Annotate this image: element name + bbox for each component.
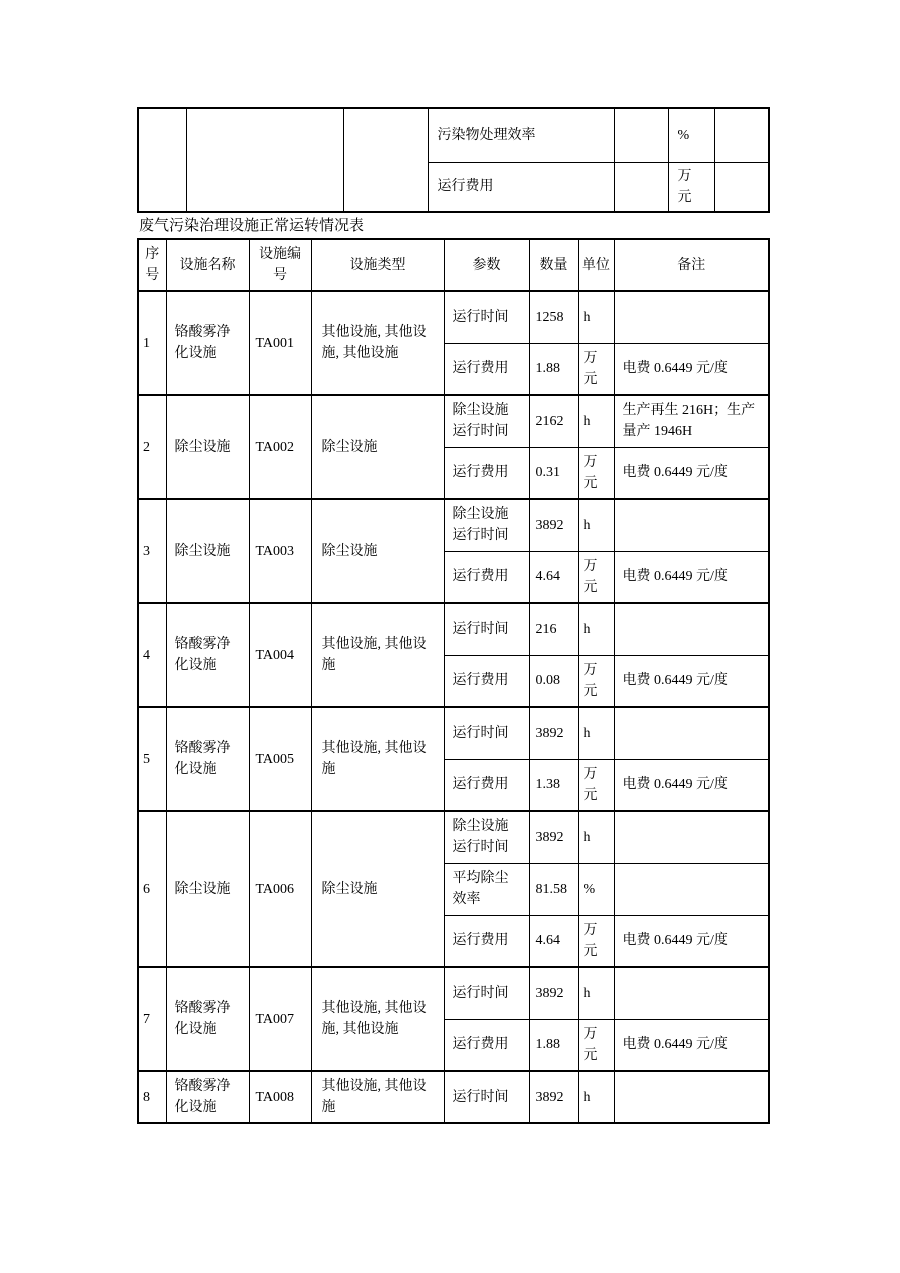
table-row [138,811,769,863]
cell-no: 8 [138,1071,166,1123]
cell-qty: 1.88 [529,343,578,395]
cell-continued-empty [343,108,428,212]
cell-unit: 万元 [578,759,614,811]
cell-qty: 216 [529,603,578,655]
cell-unit: h [578,707,614,759]
cell-note: 电费 0.6449 元/度 [614,915,769,967]
header-cell: 单位 [578,239,614,291]
cell-name: 除尘设施 [166,395,249,499]
cell-type: 其他设施, 其他设施, 其他设施 [311,967,444,1071]
cell-unit: h [578,603,614,655]
table-row [138,395,769,447]
cell-name: 铬酸雾净化设施 [166,1071,249,1123]
cell-qty [614,162,668,212]
cell-note [614,863,769,915]
table-row [138,707,769,759]
cell-type: 除尘设施 [311,499,444,603]
cell-unit: h [578,499,614,551]
table-row [138,499,769,551]
cell-qty: 3892 [529,707,578,759]
cell-unit: 万元 [578,655,614,707]
header-row [138,239,769,291]
cell-unit: % [578,863,614,915]
cell-note [614,967,769,1019]
cell-param: 运行费用 [444,1019,529,1071]
cell-no: 5 [138,707,166,811]
cell-code: TA003 [249,499,311,603]
cell-note [614,291,769,343]
header-cell: 设施编号 [249,239,311,291]
table-row [138,1071,769,1123]
main-table-container [137,238,770,1124]
cell-unit: 万元 [578,343,614,395]
cell-unit: h [578,811,614,863]
cell-unit: 万元 [578,447,614,499]
header-cell: 设施名称 [166,239,249,291]
cell-param: 运行费用 [444,447,529,499]
table-row [138,967,769,1019]
cell-code: TA008 [249,1071,311,1123]
table-row [138,108,769,162]
cell-qty: 4.64 [529,551,578,603]
header-cell: 备注 [614,239,769,291]
header-cell: 数量 [529,239,578,291]
cell-param: 除尘设施运行时间 [444,499,529,551]
cell-unit: h [578,291,614,343]
cell-code: TA002 [249,395,311,499]
cell-qty: 0.08 [529,655,578,707]
cell-type: 其他设施, 其他设施, 其他设施 [311,291,444,395]
cell-qty [614,108,668,162]
cell-unit: 万元 [578,551,614,603]
cell-name: 铬酸雾净化设施 [166,291,249,395]
cell-code: TA004 [249,603,311,707]
cell-param: 运行费用 [444,915,529,967]
cell-note: 电费 0.6449 元/度 [614,1019,769,1071]
cell-param: 运行时间 [444,967,529,1019]
cell-no: 6 [138,811,166,967]
cell-no: 1 [138,291,166,395]
cell-no: 7 [138,967,166,1071]
cell-type: 除尘设施 [311,395,444,499]
cell-type: 其他设施, 其他设施 [311,1071,444,1123]
cell-param: 污染物处理效率 [428,108,614,162]
cell-qty: 1258 [529,291,578,343]
cell-continued-empty [138,108,186,212]
cell-name: 铬酸雾净化设施 [166,603,249,707]
cell-continued-empty [186,108,343,212]
cell-code: TA007 [249,967,311,1071]
cell-note: 电费 0.6449 元/度 [614,447,769,499]
cell-type: 其他设施, 其他设施 [311,603,444,707]
cell-name: 除尘设施 [166,499,249,603]
previous-table-continuation [137,107,770,213]
cell-no: 3 [138,499,166,603]
cell-unit: 万元 [668,162,714,212]
cell-note [714,108,769,162]
cell-unit: % [668,108,714,162]
cell-name: 除尘设施 [166,811,249,967]
top-fragment-table [137,107,770,213]
cell-unit: h [578,395,614,447]
cell-qty: 3892 [529,967,578,1019]
header-cell: 设施类型 [311,239,444,291]
cell-param: 平均除尘效率 [444,863,529,915]
cell-name: 铬酸雾净化设施 [166,707,249,811]
cell-param: 运行时间 [444,603,529,655]
cell-param: 运行费用 [444,759,529,811]
cell-param: 运行时间 [444,707,529,759]
cell-param: 运行费用 [444,655,529,707]
cell-param: 运行费用 [444,343,529,395]
cell-qty: 4.64 [529,915,578,967]
cell-qty: 3892 [529,499,578,551]
header-cell: 参数 [444,239,529,291]
cell-qty: 81.58 [529,863,578,915]
cell-qty: 1.38 [529,759,578,811]
table-row [138,603,769,655]
cell-param: 除尘设施运行时间 [444,811,529,863]
cell-qty: 1.88 [529,1019,578,1071]
cell-code: TA006 [249,811,311,967]
cell-qty: 3892 [529,1071,578,1123]
cell-code: TA001 [249,291,311,395]
cell-no: 2 [138,395,166,499]
cell-qty: 0.31 [529,447,578,499]
cell-note: 生产再生 216H；生产量产 1946H [614,395,769,447]
cell-note [714,162,769,212]
cell-no: 4 [138,603,166,707]
cell-param: 运行时间 [444,291,529,343]
cell-unit: h [578,1071,614,1123]
cell-note: 电费 0.6449 元/度 [614,551,769,603]
facilities-table [137,238,770,1124]
cell-param: 除尘设施运行时间 [444,395,529,447]
cell-unit: h [578,967,614,1019]
table-row [138,291,769,343]
cell-param: 运行费用 [444,551,529,603]
cell-note [614,603,769,655]
table-title: 废气污染治理设施正常运转情况表 [139,218,365,234]
cell-note: 电费 0.6449 元/度 [614,655,769,707]
cell-type: 其他设施, 其他设施 [311,707,444,811]
cell-note [614,707,769,759]
cell-qty: 2162 [529,395,578,447]
cell-note: 电费 0.6449 元/度 [614,759,769,811]
cell-unit: 万元 [578,915,614,967]
cell-name: 铬酸雾净化设施 [166,967,249,1071]
cell-note [614,811,769,863]
cell-code: TA005 [249,707,311,811]
cell-unit: 万元 [578,1019,614,1071]
cell-note [614,1071,769,1123]
cell-note: 电费 0.6449 元/度 [614,343,769,395]
cell-type: 除尘设施 [311,811,444,967]
cell-param: 运行费用 [428,162,614,212]
cell-qty: 3892 [529,811,578,863]
cell-note [614,499,769,551]
header-cell: 序号 [138,239,166,291]
cell-param: 运行时间 [444,1071,529,1123]
